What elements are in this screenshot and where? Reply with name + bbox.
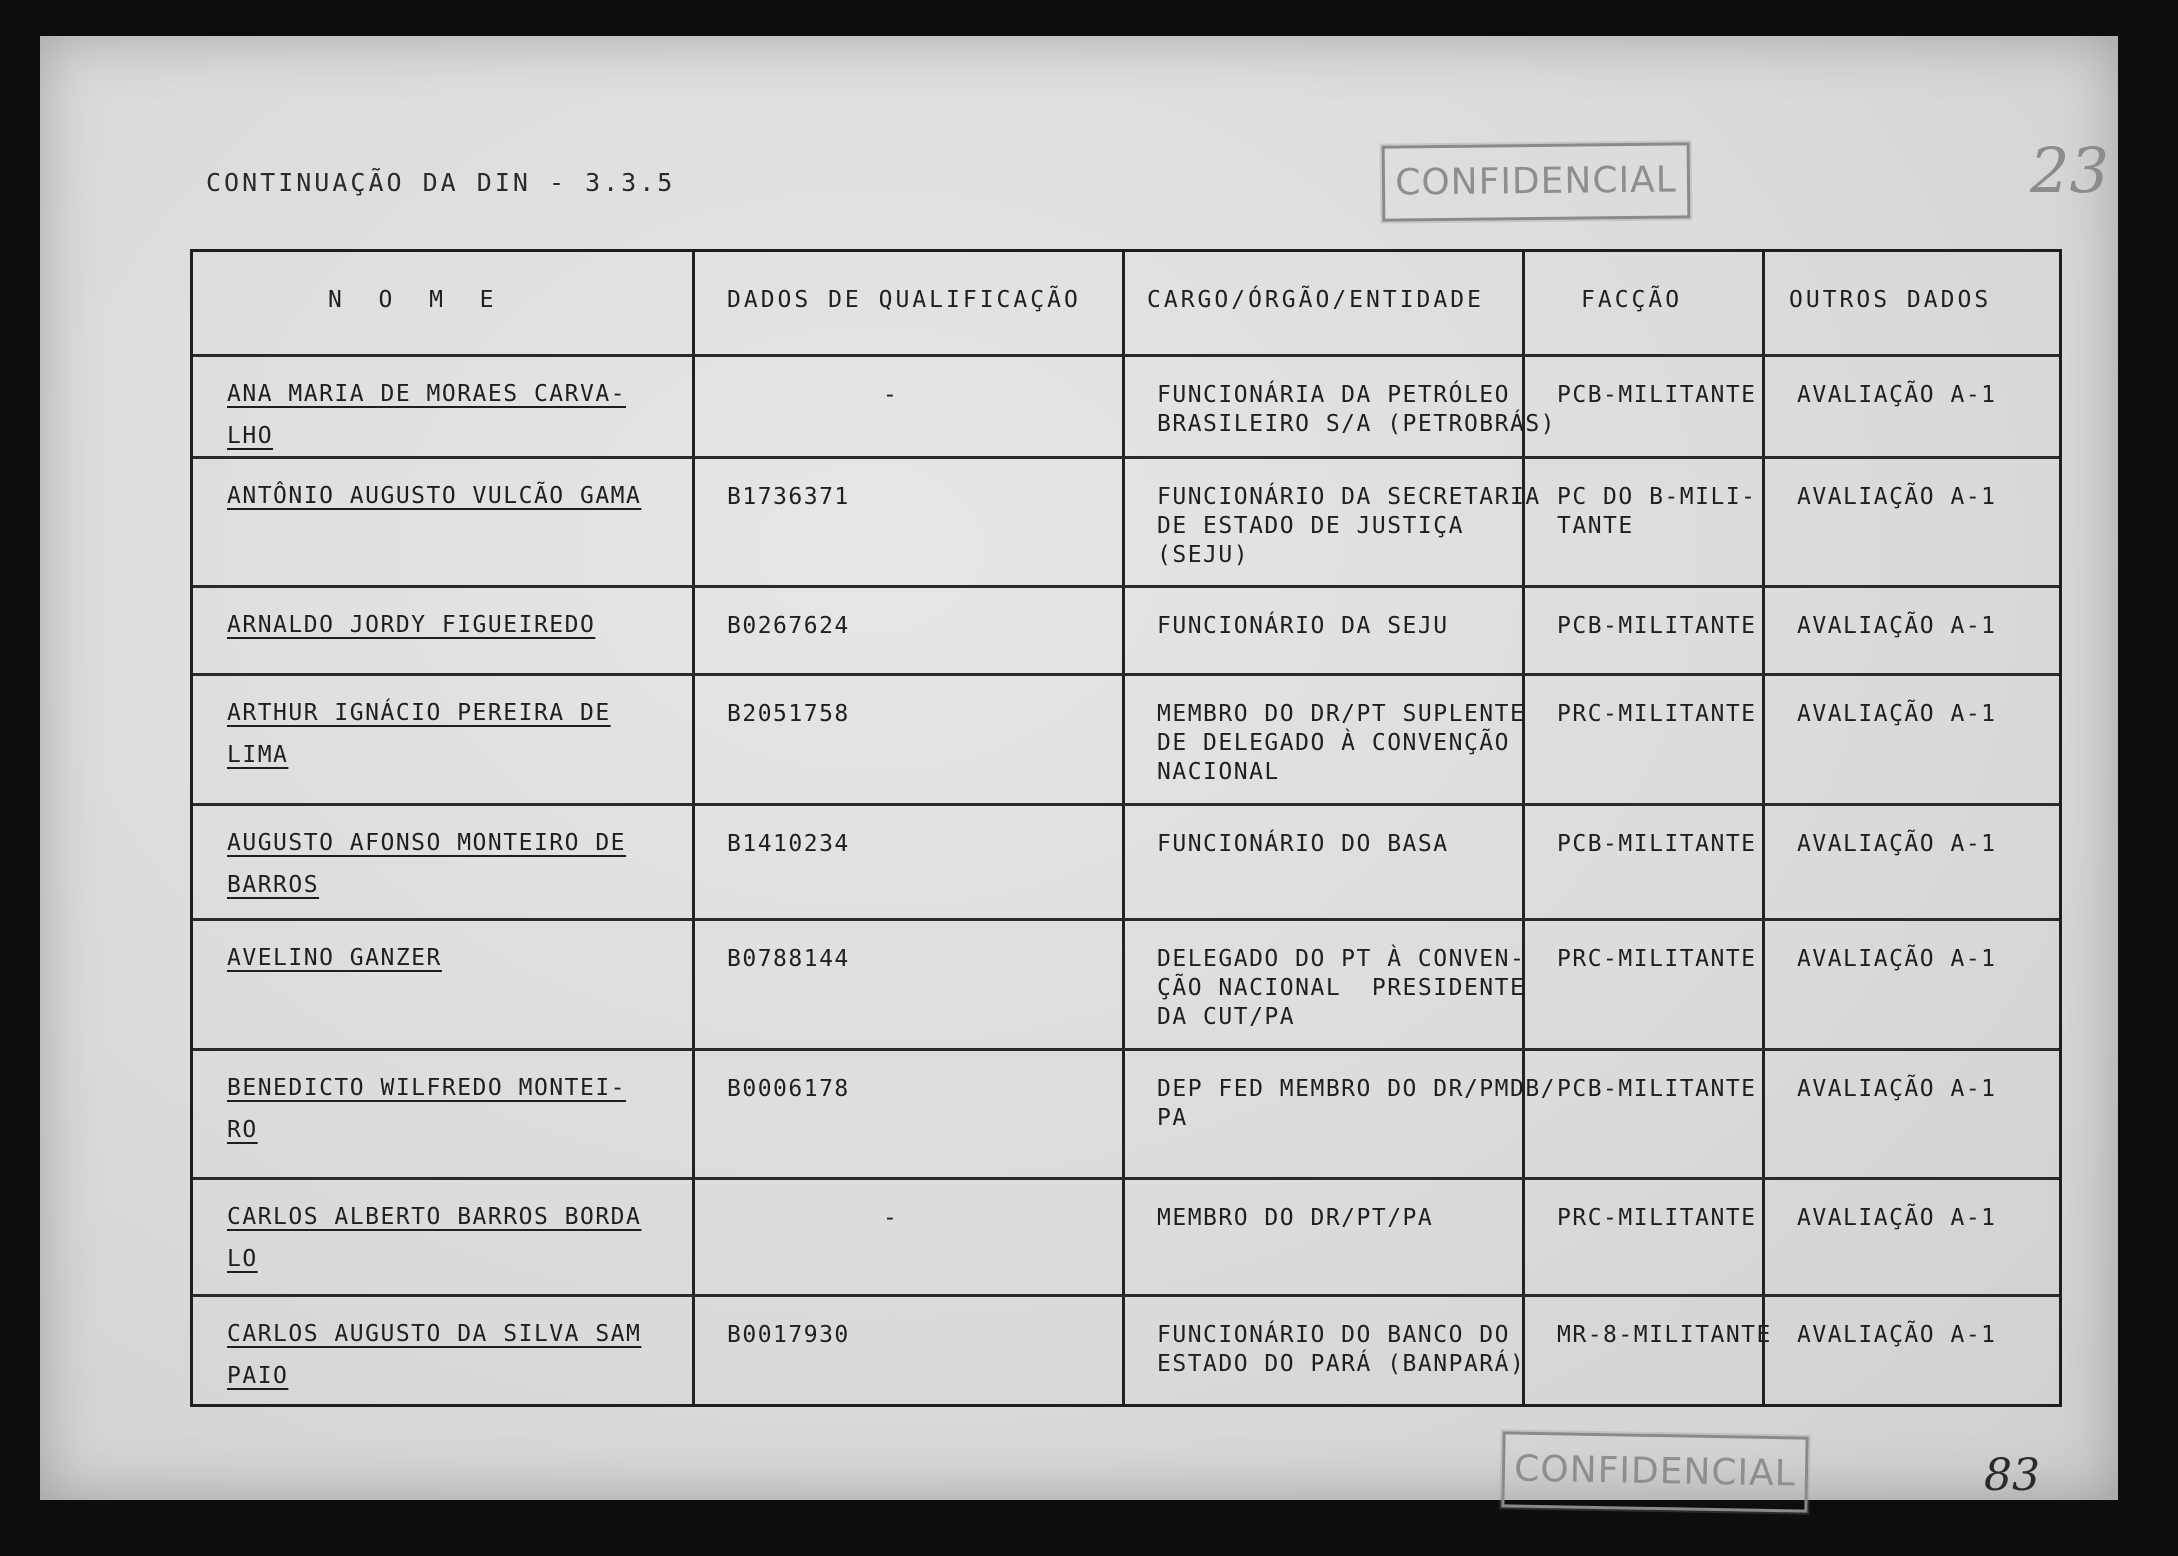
cell-faccao: PCB-MILITANTE (1557, 613, 1757, 639)
cell-cargo: FUNCIONÁRIO DA SEJU (1157, 613, 1449, 639)
cell-dados: B2051758 (727, 701, 850, 727)
confidential-stamp-top: CONFIDENCIAL (1382, 142, 1691, 221)
cell-dados: B0788144 (727, 946, 850, 972)
cell-dados: - (883, 382, 899, 408)
column-faccao-header: FACÇÃO (1581, 287, 1683, 313)
cell-outros: AVALIAÇÃO A-1 (1797, 946, 1997, 972)
cell-cargo: FUNCIONÁRIO DA SECRETARIA DE ESTADO DE JUSTIÇA (SEJU) (1157, 484, 1541, 568)
cell-faccao: PC DO B-MILI- TANTE (1557, 484, 1757, 539)
cell-outros: AVALIAÇÃO A-1 (1797, 382, 1997, 408)
cell-dados: - (883, 1205, 899, 1231)
column-nome-header: N O M E (328, 287, 497, 313)
column-cargo-header: CARGO/ÓRGÃO/ENTIDADE (1147, 287, 1484, 313)
document-page (40, 36, 2118, 1500)
cell-faccao: PCB-MILITANTE (1557, 1076, 1757, 1102)
document-header: CONTINUAÇÃO DA DIN - 3.3.5 (206, 168, 676, 197)
confidential-stamp-bottom: CONFIDENCIAL (1501, 1431, 1808, 1512)
cell-cargo: FUNCIONÁRIA DA PETRÓLEO BRASILEIRO S/A (PETROBRÁS) (1157, 382, 1557, 437)
cell-faccao: PCB-MILITANTE (1557, 831, 1757, 857)
cell-dados: B1736371 (727, 484, 850, 510)
row-divider (193, 1048, 2059, 1051)
cell-faccao: PRC-MILITANTE (1557, 1205, 1757, 1231)
cell-outros: AVALIAÇÃO A-1 (1797, 613, 1997, 639)
cell-dados: B0006178 (727, 1076, 850, 1102)
cell-nome: ARNALDO JORDY FIGUEIREDO (227, 612, 596, 638)
cell-nome: CARLOS ALBERTO BARROS BORDA LO (227, 1204, 642, 1272)
cell-faccao: MR-8-MILITANTE (1557, 1322, 1772, 1348)
cell-cargo: MEMBRO DO DR/PT/PA (1157, 1205, 1434, 1231)
cell-dados: B0267624 (727, 613, 850, 639)
column-divider (1762, 252, 1765, 1404)
cell-nome: BENEDICTO WILFREDO MONTEI- RO (227, 1075, 627, 1143)
row-divider (193, 1294, 2059, 1297)
cell-dados: B1410234 (727, 831, 850, 857)
row-divider (193, 803, 2059, 806)
cell-outros: AVALIAÇÃO A-1 (1797, 1322, 1997, 1348)
page-number: 23 (2030, 134, 2109, 207)
column-outros-header: OUTROS DADOS (1789, 287, 1992, 313)
cell-faccao: PRC-MILITANTE (1557, 946, 1757, 972)
cell-nome: ARTHUR IGNÁCIO PEREIRA DE LIMA (227, 700, 611, 768)
cell-cargo: FUNCIONÁRIO DO BASA (1157, 831, 1449, 857)
column-dados-header: DADOS DE QUALIFICAÇÃO (727, 287, 1081, 313)
cell-cargo: DEP FED MEMBRO DO DR/PMDB/ PA (1157, 1076, 1557, 1131)
row-divider (193, 1177, 2059, 1180)
cell-faccao: PCB-MILITANTE (1557, 382, 1757, 408)
cell-nome: CARLOS AUGUSTO DA SILVA SAM PAIO (227, 1321, 642, 1389)
cell-outros: AVALIAÇÃO A-1 (1797, 1076, 1997, 1102)
cell-outros: AVALIAÇÃO A-1 (1797, 484, 1997, 510)
cell-nome: ANTÔNIO AUGUSTO VULCÃO GAMA (227, 483, 642, 509)
cell-dados: B0017930 (727, 1322, 850, 1348)
cell-outros: AVALIAÇÃO A-1 (1797, 701, 1997, 727)
records-table (190, 249, 2062, 1407)
row-divider (193, 918, 2059, 921)
cell-cargo: FUNCIONÁRIO DO BANCO DO ESTADO DO PARÁ (BANPARÁ) (1157, 1322, 1526, 1377)
cell-cargo: MEMBRO DO DR/PT SUPLENTE DE DELEGADO À CONVENÇÃO NACIONAL (1157, 701, 1526, 785)
cell-outros: AVALIAÇÃO A-1 (1797, 831, 1997, 857)
row-divider (193, 673, 2059, 676)
column-divider (1122, 252, 1125, 1404)
cell-faccao: PRC-MILITANTE (1557, 701, 1757, 727)
row-divider (193, 354, 2059, 357)
cell-nome: ANA MARIA DE MORAES CARVA- LHO (227, 381, 627, 449)
folio-number: 83 (1984, 1450, 2040, 1501)
row-divider (193, 585, 2059, 588)
column-divider (692, 252, 695, 1404)
cell-nome: AUGUSTO AFONSO MONTEIRO DE BARROS (227, 830, 627, 898)
cell-cargo: DELEGADO DO PT À CONVEN- ÇÃO NACIONAL PRESIDENTE DA CUT/PA (1157, 946, 1526, 1030)
cell-outros: AVALIAÇÃO A-1 (1797, 1205, 1997, 1231)
cell-nome: AVELINO GANZER (227, 945, 442, 971)
